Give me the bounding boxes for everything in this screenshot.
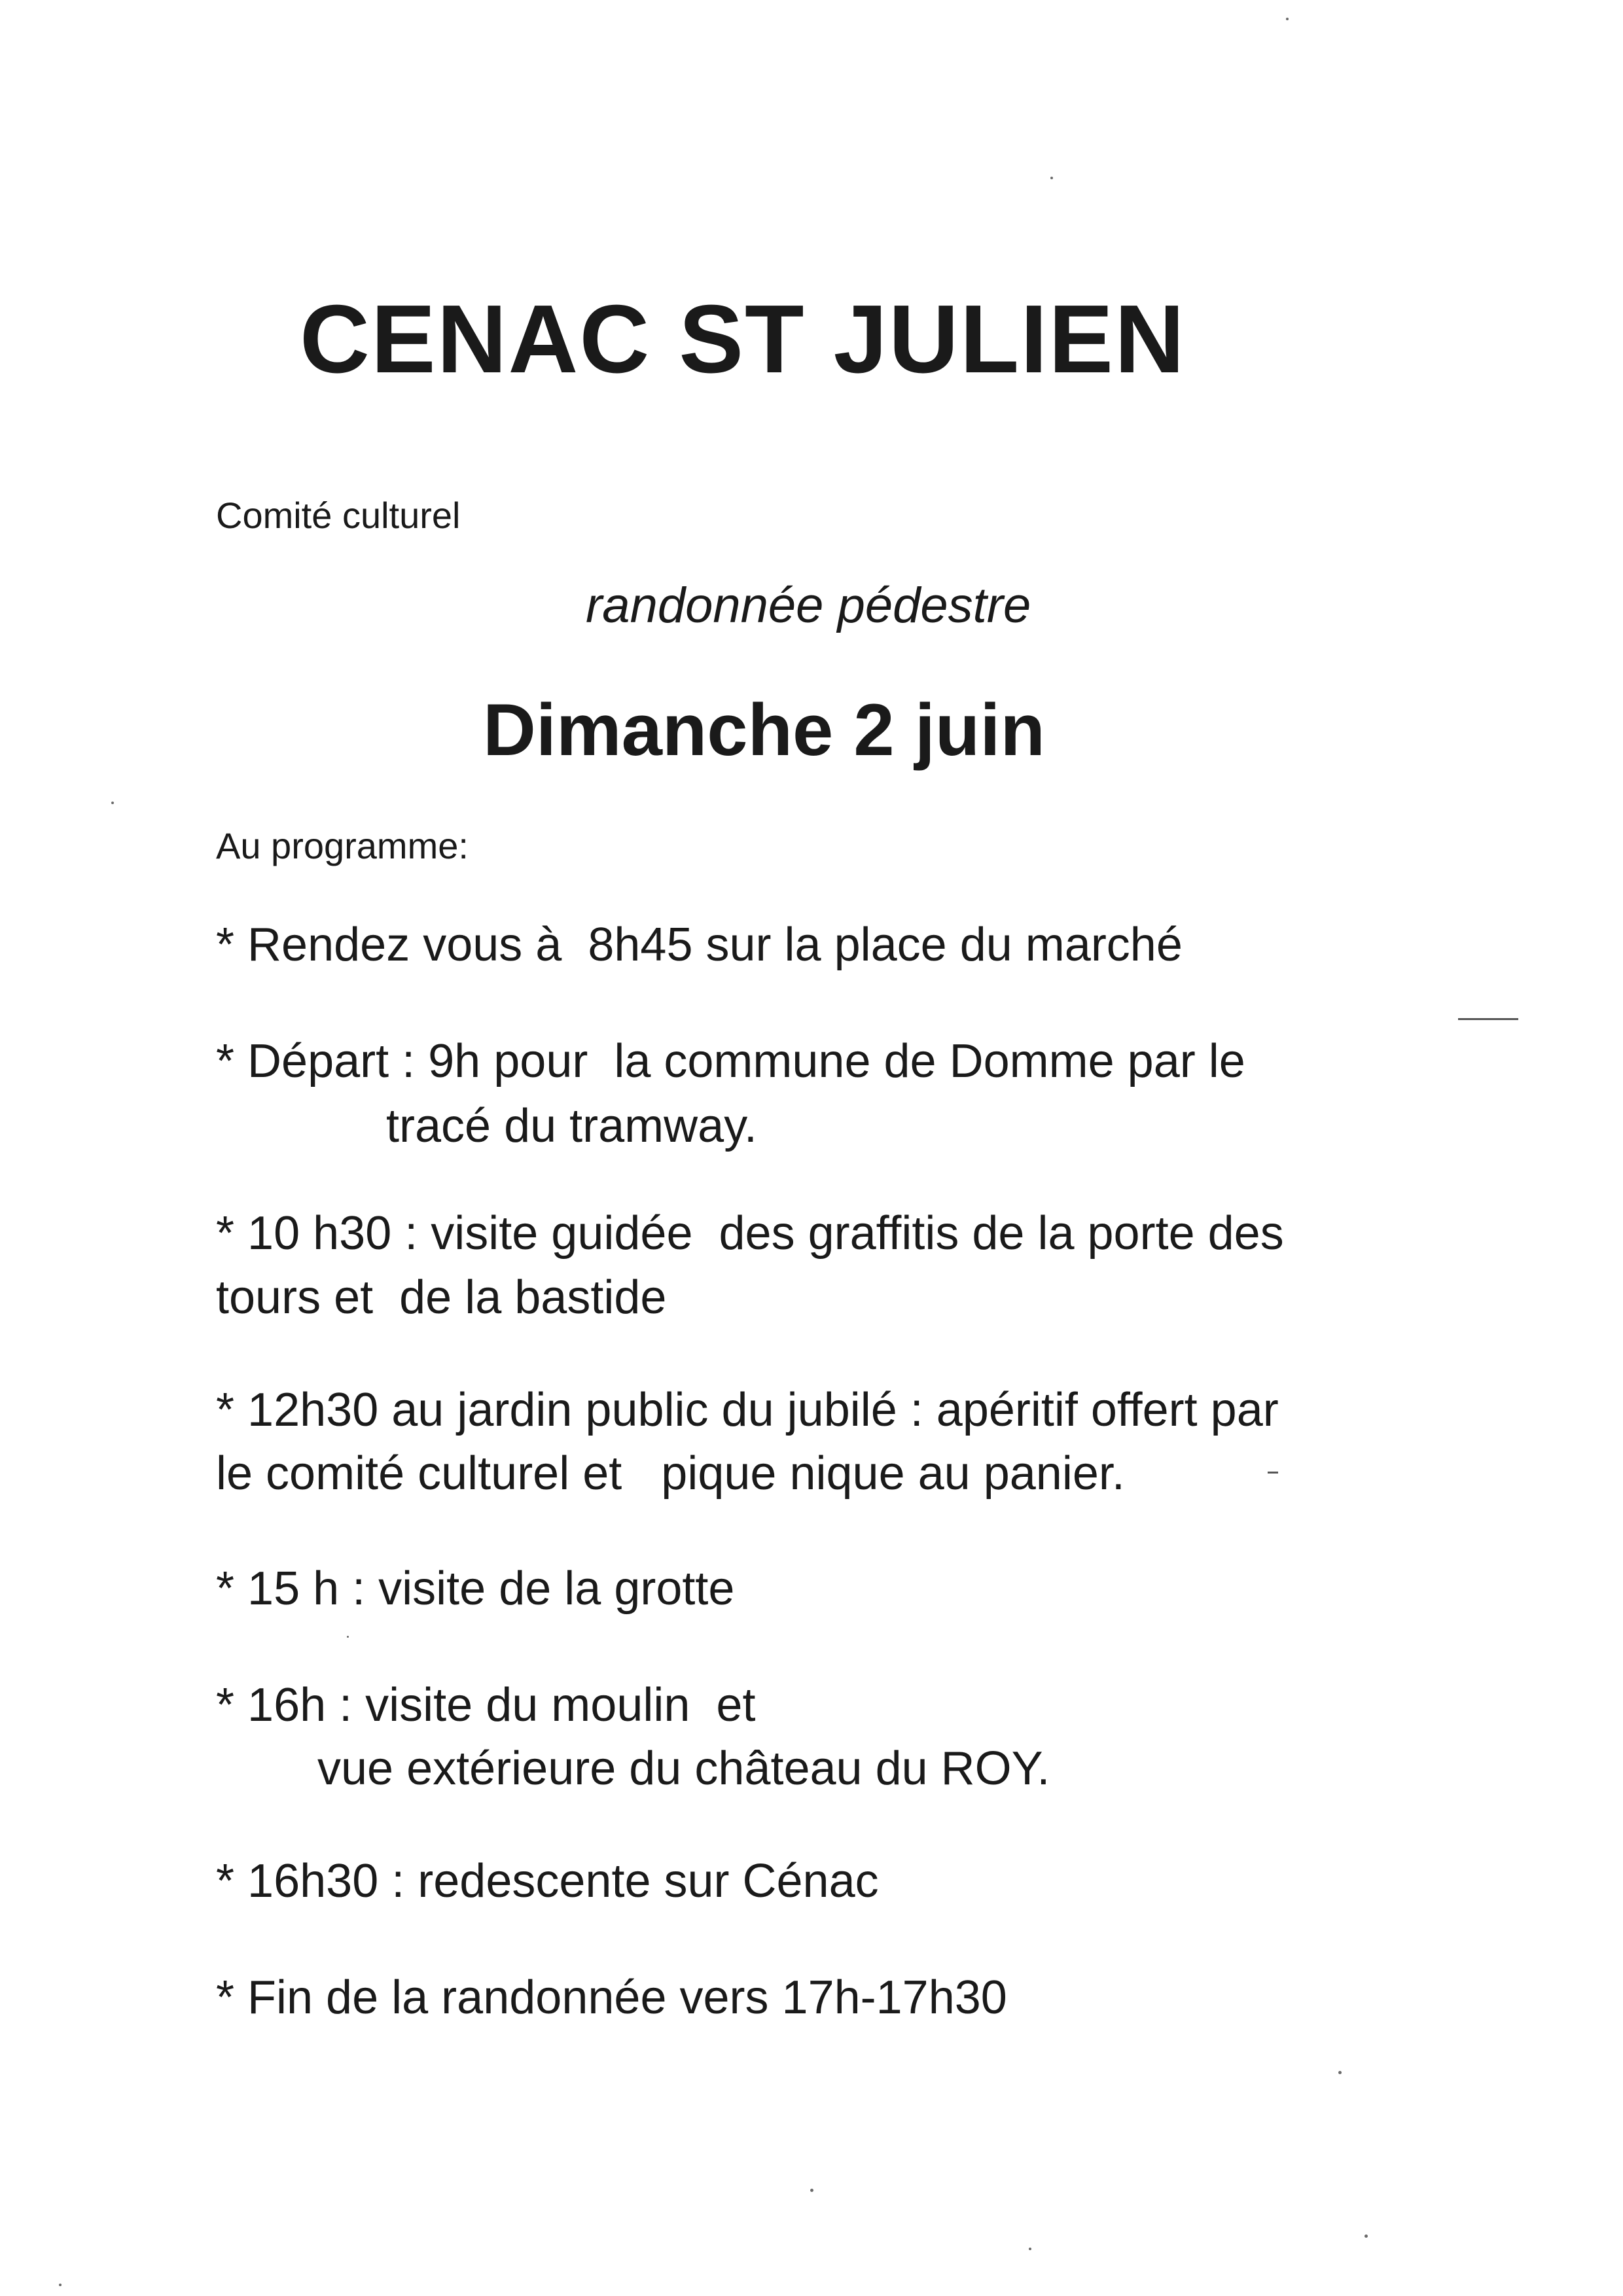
scan-mark [1268, 1472, 1278, 1474]
program-item-departure: * Départ : 9h pour la commune de Domme par le [216, 1035, 1245, 1087]
program-item-lunch-cont: le comité culturel et pique nique au panier. [216, 1447, 1125, 1500]
scan-speck [1364, 2234, 1368, 2238]
program-item-end: * Fin de la randonnée vers 17h-17h30 [216, 1971, 1007, 2024]
program-item-cave: * 15 h : visite de la grotte [216, 1563, 735, 1615]
event-subtitle: randonnée pédestre [586, 578, 1031, 633]
page-title: CENAC ST JULIEN [300, 285, 1186, 393]
program-item-departure-cont: tracé du tramway. [386, 1100, 757, 1152]
program-item-guided-visit: * 10 h30 : visite guidée des graffitis de la porte des [216, 1207, 1284, 1260]
program-item-mill-cont: vue extérieure du château du ROY. [317, 1742, 1050, 1795]
scan-speck [111, 802, 114, 804]
program-intro: Au programme: [216, 825, 469, 866]
scan-speck [347, 1636, 349, 1638]
program-item-meeting: * Rendez vous à 8h45 sur la place du marché [216, 919, 1183, 971]
scan-mark [1458, 1018, 1518, 1020]
scan-speck [1338, 2071, 1342, 2074]
event-date: Dimanche 2 juin [483, 689, 1045, 771]
scan-speck [1286, 18, 1289, 20]
program-item-guided-visit-cont: tours et de la bastide [216, 1271, 667, 1324]
organizer-label: Comité culturel [216, 495, 461, 536]
scan-speck [59, 2284, 62, 2286]
program-item-lunch: * 12h30 au jardin public du jubilé : apéritif offert par [216, 1384, 1279, 1436]
scan-speck [1050, 177, 1053, 179]
program-item-mill: * 16h : visite du moulin et [216, 1679, 756, 1731]
program-item-descent: * 16h30 : redescente sur Cénac [216, 1855, 879, 1907]
scan-speck [1029, 2248, 1031, 2250]
scan-speck [810, 2189, 813, 2192]
